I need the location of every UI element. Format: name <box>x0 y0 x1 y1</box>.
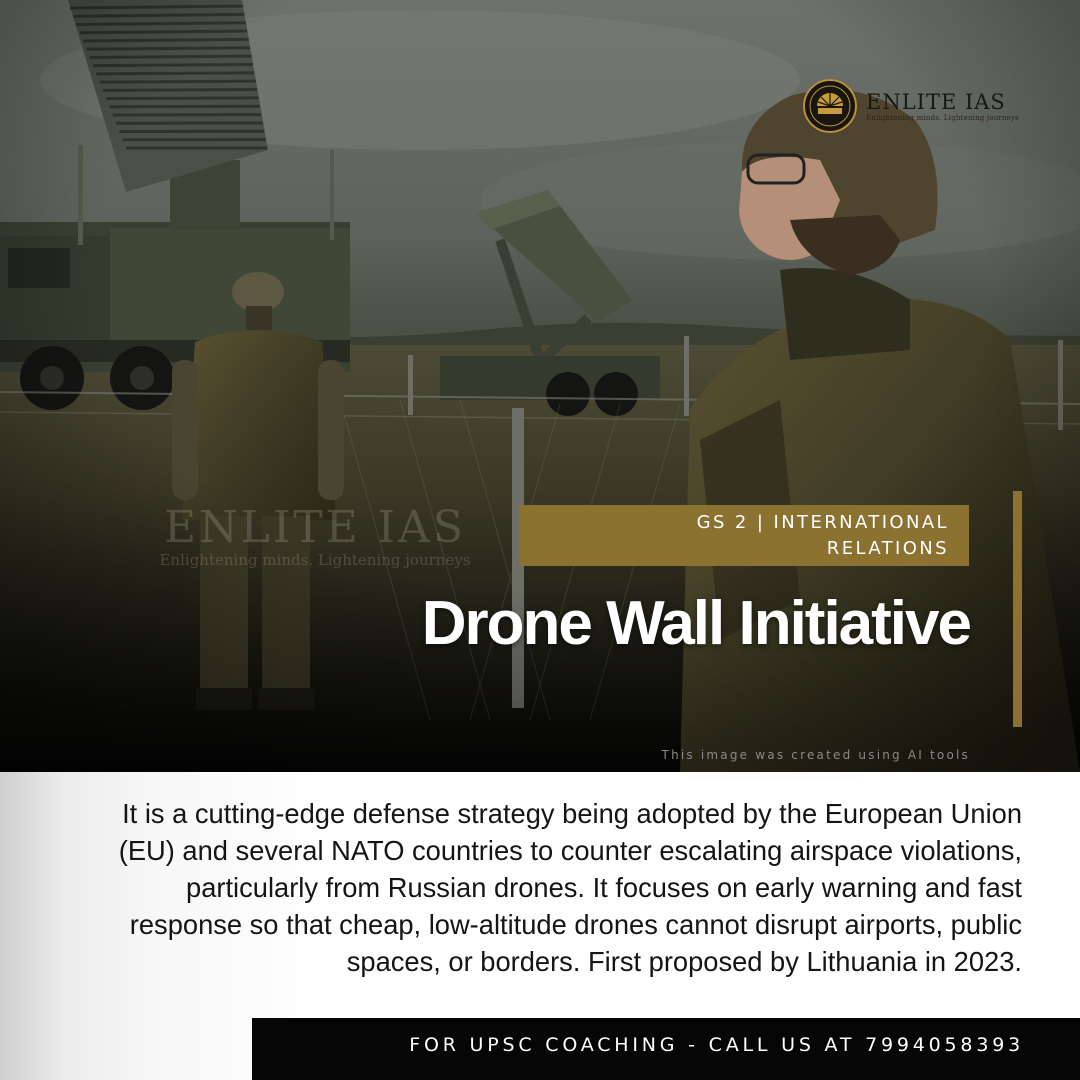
logo-name: ENLITE IAS <box>866 89 1006 114</box>
logo-text-block <box>866 91 1019 122</box>
watermark-tagline: Enlightening minds. Lightening journeys <box>159 551 471 569</box>
ai-disclaimer: This image was created using AI tools <box>661 748 970 762</box>
accent-bar <box>1013 491 1022 727</box>
logo-tagline: Enlightening minds. Lightening journeys <box>866 113 1019 122</box>
description-text: It is a cutting-edge defense strategy being adopted by the European Union (EU) and several NATO countries to counter escalating airspace violations, particularly from Russian drones. It focuses on early warning and fast response so that cheap, low-altitude drones cannot disrupt airports, public spaces, or borders. First proposed by Lithuania in 2023. <box>118 798 1022 977</box>
headline: Drone Wall Initiative <box>421 589 970 658</box>
logo-seal-icon <box>802 78 858 134</box>
category-line-1: GS 2 | INTERNATIONAL <box>696 512 949 533</box>
watermark <box>150 502 480 569</box>
watermark-name: ENLITE IAS <box>164 502 466 553</box>
category-line-2: RELATIONS <box>826 538 949 559</box>
cta-text: FOR UPSC COACHING - CALL US AT 7994058393 <box>409 1034 1024 1056</box>
category-label <box>519 505 969 566</box>
brand-logo <box>802 78 1019 134</box>
